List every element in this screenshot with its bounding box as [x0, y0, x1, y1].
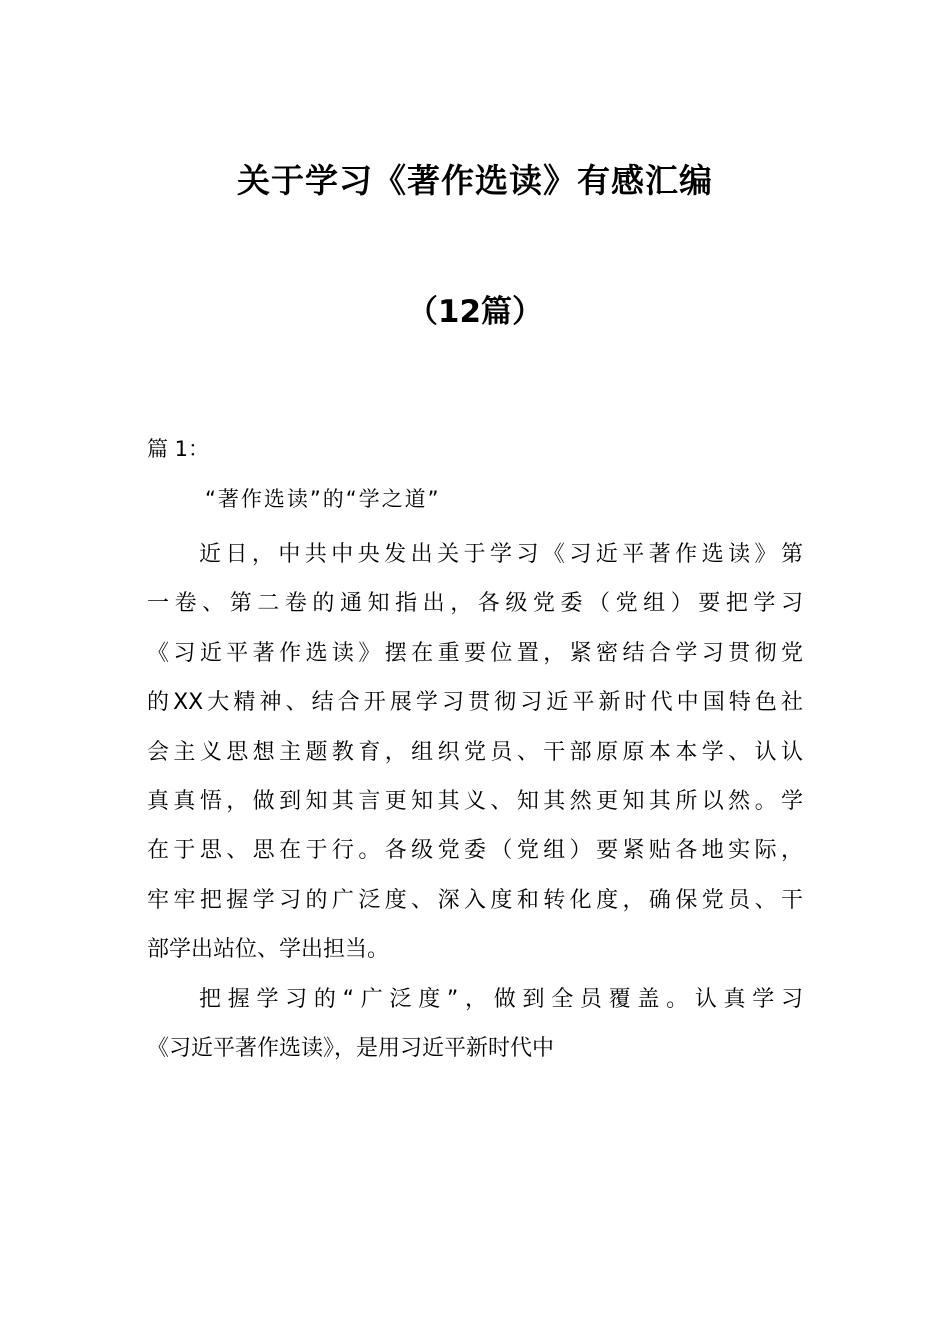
paragraph-line: 在于思、思在于行。各级党委（党组）要紧贴各地实际， — [147, 838, 803, 864]
paragraph-line: 的XX大精神、结合开展学习贯彻习近平新时代中国特色社 — [147, 690, 803, 716]
paragraph-line: 《习近平著作选读》摆在重要位置，紧密结合学习贯彻党 — [147, 640, 803, 666]
paragraph-line: 真真悟，做到知其言更知其义、知其然更知其所以然。学 — [147, 788, 803, 814]
document-title: 关于学习《著作选读》有感汇编 — [237, 161, 713, 200]
paragraph-line: 近日，中共中央发出关于学习《习近平著作选读》第 — [199, 542, 803, 567]
document-subtitle: （12篇） — [406, 294, 544, 330]
paragraph-line: 牢牢把握学习的广泛度、深入度和转化度，确保党员、干 — [147, 887, 803, 913]
paragraph-1 — [147, 530, 803, 975]
paragraph-2 — [147, 975, 803, 1074]
section-label: 篇 1： — [147, 437, 210, 461]
paragraph-line: 《习近平著作选读》，是用习近平新时代中 — [147, 1035, 555, 1061]
paragraph-line: 一卷、第二卷的通知指出，各级党委（党组）要把学习 — [147, 591, 803, 617]
paragraph-line: 会主义思想主题教育，组织党员、干部原原本本学、认认 — [147, 739, 803, 765]
paragraph-line: 把握学习的“广泛度”，做到全员覆盖。认真学习 — [199, 986, 803, 1012]
paragraph-line: 部学出站位、学出担当。 — [147, 937, 390, 963]
document-body — [147, 530, 803, 1073]
article-heading: “著作选读”的“学之道” — [205, 487, 441, 511]
